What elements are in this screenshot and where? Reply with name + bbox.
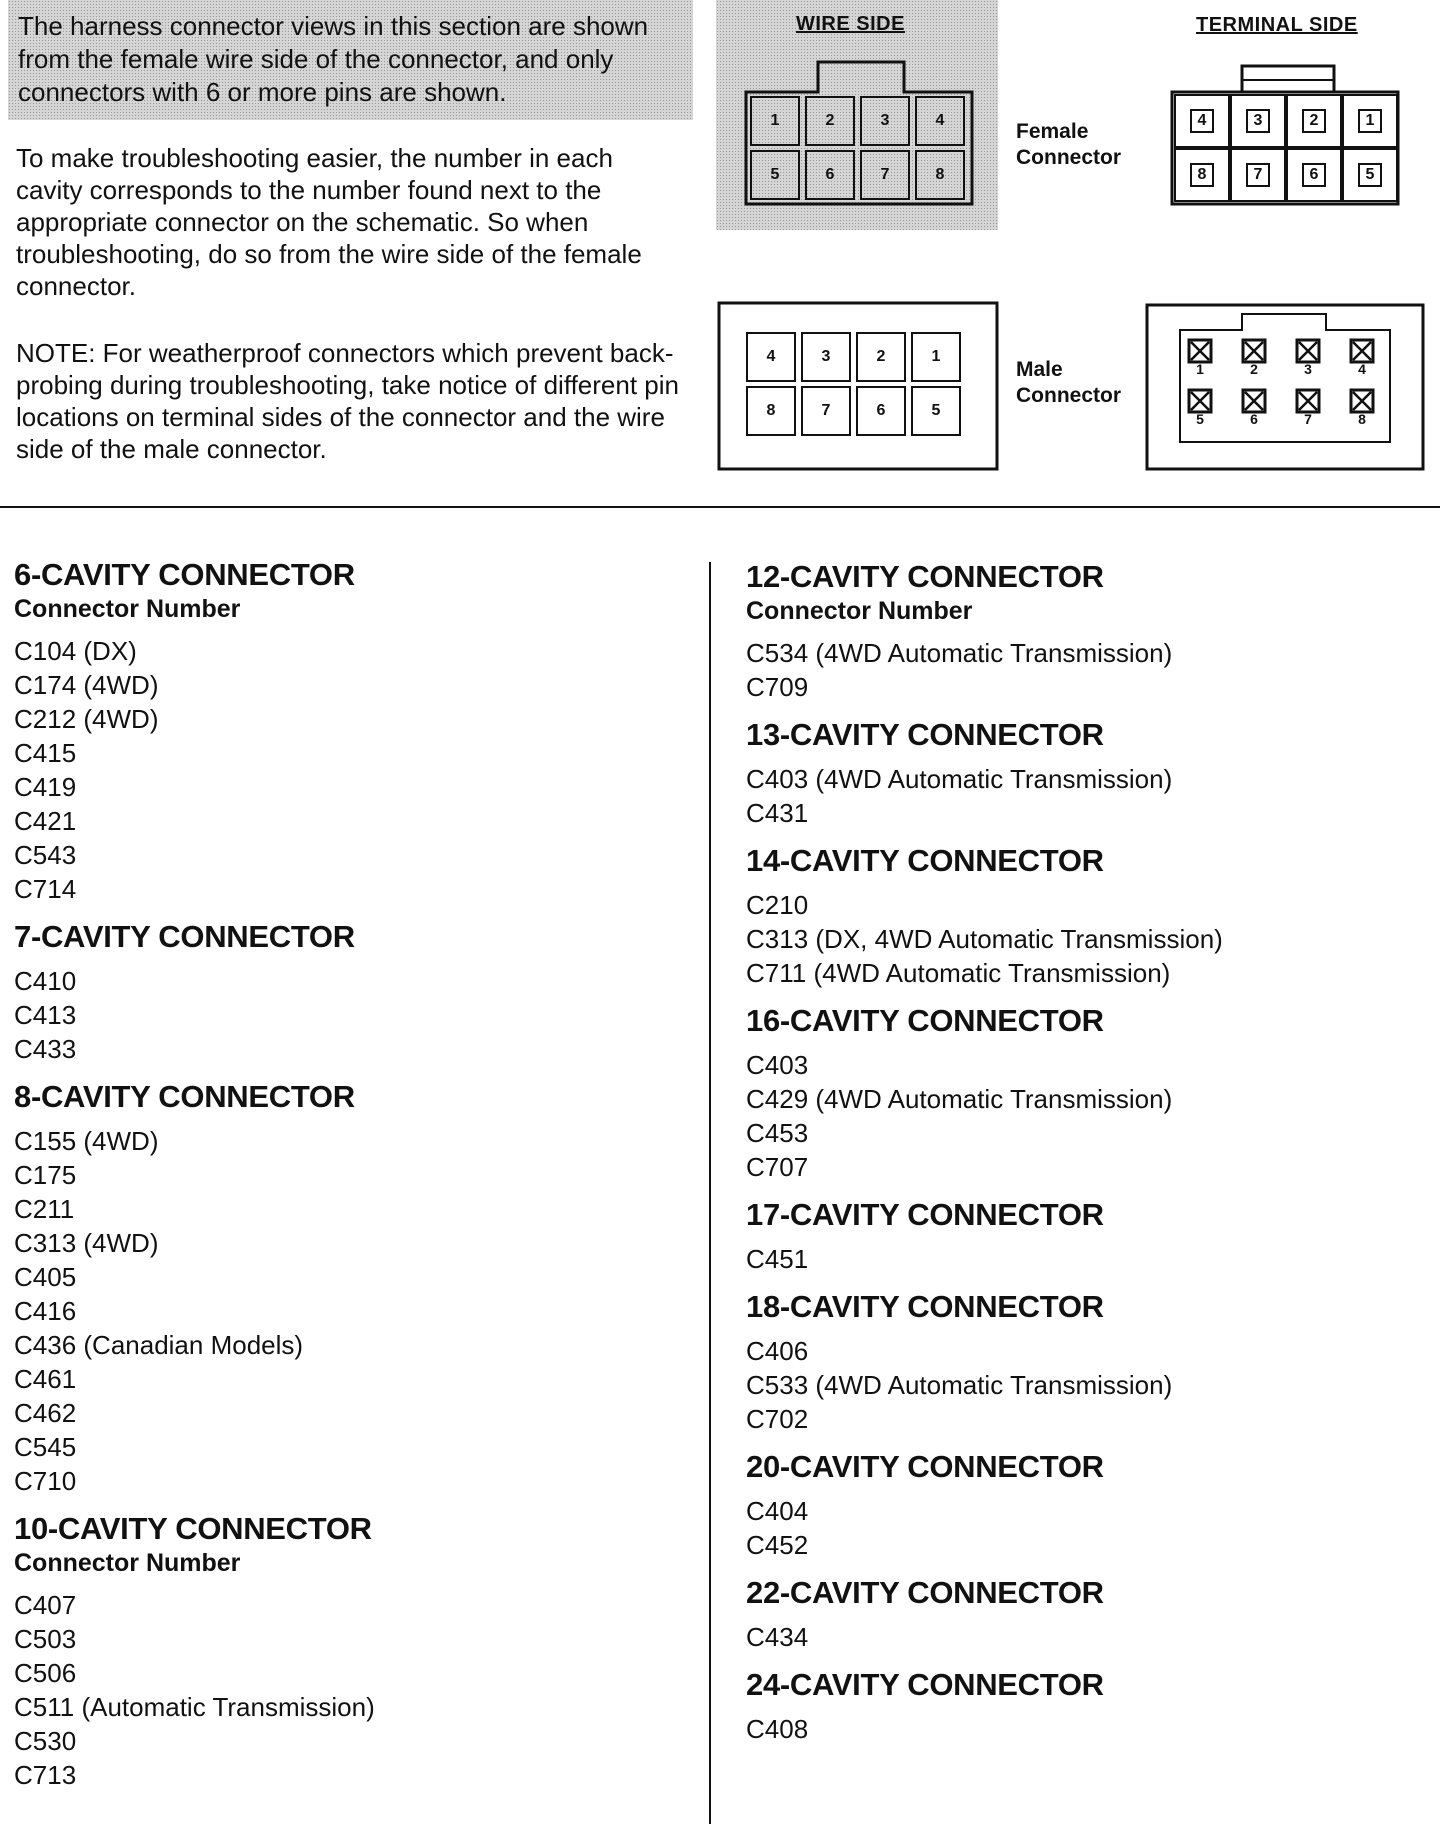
connector-section <box>14 556 694 906</box>
connector-section <box>746 842 1426 990</box>
male-wire-pin: 1 <box>911 332 961 382</box>
male-terminal-pin-number: 4 <box>1358 361 1366 377</box>
female-terminal-pin <box>1230 94 1286 148</box>
section-title: 13-CAVITY CONNECTOR <box>746 717 1104 752</box>
weatherproof-note: NOTE: For weatherproof connectors which prevent back-probing during troubleshooting, take notice of different pin locations on terminal sides of the connector and the wire side of the male connector. <box>16 338 679 464</box>
male-label-line-2: Connector <box>1016 384 1121 407</box>
section-title: 8-CAVITY CONNECTOR <box>14 1079 355 1114</box>
male-wire-pin: 2 <box>856 332 906 382</box>
section-title: 16-CAVITY CONNECTOR <box>746 1003 1104 1038</box>
connector-number: C451 <box>746 1244 809 1274</box>
male-terminal-pin <box>1240 388 1268 426</box>
male-terminal-pin <box>1186 388 1214 426</box>
section-title: 10-CAVITY CONNECTOR <box>14 1511 372 1546</box>
connector-number: C534 (4WD Automatic Transmission) <box>746 638 1173 668</box>
connector-number: C421 <box>14 806 77 836</box>
male-terminal-pin <box>1348 388 1376 426</box>
connector-number: C533 (4WD Automatic Transmission) <box>746 1370 1173 1400</box>
connector-number: C453 <box>746 1118 809 1148</box>
connector-number: C408 <box>746 1714 809 1744</box>
intro-paragraph: To make troubleshooting easier, the number in each cavity corresponds to the number found next to the appropriate connector on the schematic. So when troubleshooting, do so from the wire side of the female connector. <box>16 143 642 301</box>
female-wire-pin: 3 <box>860 96 910 146</box>
male-terminal-pin-number: 6 <box>1250 411 1258 427</box>
connector-number-subhead: Connector Number <box>746 597 973 625</box>
female-wire-pin: 4 <box>915 96 965 146</box>
connector-number: C104 (DX) <box>14 636 137 666</box>
connector-number: C313 (4WD) <box>14 1228 159 1258</box>
male-label-line-1: Male <box>1016 358 1063 381</box>
male-terminal-side-diagram <box>1144 302 1426 474</box>
section-title: 17-CAVITY CONNECTOR <box>746 1197 1104 1232</box>
female-terminal-pin-number: 2 <box>1302 109 1326 133</box>
connector-section <box>746 716 1426 830</box>
male-terminal-pin-number: 8 <box>1358 411 1366 427</box>
male-wire-pin: 6 <box>856 386 906 436</box>
male-terminal-pin-number: 5 <box>1196 411 1204 427</box>
male-terminal-pin <box>1294 338 1322 376</box>
female-terminal-pin-number: 4 <box>1190 109 1214 133</box>
connector-section <box>746 1196 1426 1276</box>
connector-number: C211 <box>14 1194 75 1224</box>
female-terminal-pin <box>1342 148 1398 202</box>
female-label-line-1: Female <box>1016 120 1089 143</box>
connector-number-subhead: Connector Number <box>14 595 241 623</box>
connector-number: C212 (4WD) <box>14 704 159 734</box>
connector-number: C403 <box>746 1050 809 1080</box>
column-divider <box>709 562 711 1824</box>
connector-number: C461 <box>14 1364 77 1394</box>
female-terminal-pin <box>1342 94 1398 148</box>
female-terminal-pin-number: 3 <box>1246 109 1270 133</box>
connector-number: C174 (4WD) <box>14 670 159 700</box>
female-terminal-pin-number: 7 <box>1246 163 1270 187</box>
connector-number: C713 <box>14 1760 77 1790</box>
male-wire-pin: 3 <box>801 332 851 382</box>
male-terminal-pin <box>1186 338 1214 376</box>
connector-number: C433 <box>14 1034 77 1064</box>
female-wire-pin: 8 <box>915 150 965 200</box>
female-terminal-pin <box>1174 148 1230 202</box>
connector-number: C702 <box>746 1404 809 1434</box>
female-wire-pin: 1 <box>750 96 800 146</box>
female-wire-pin: 7 <box>860 150 910 200</box>
connector-section <box>14 918 694 1066</box>
female-wire-pin: 5 <box>750 150 800 200</box>
connector-number: C415 <box>14 738 77 768</box>
connector-number: C406 <box>746 1336 809 1366</box>
section-title: 6-CAVITY CONNECTOR <box>14 557 355 592</box>
connector-number: C210 <box>746 890 809 920</box>
female-terminal-pin-number: 1 <box>1358 109 1382 133</box>
female-terminal-pin <box>1174 94 1230 148</box>
connector-number: C403 (4WD Automatic Transmission) <box>746 764 1173 794</box>
connector-number: C436 (Canadian Models) <box>14 1330 304 1360</box>
connector-number: C714 <box>14 874 77 904</box>
female-connector-label <box>1016 119 1121 171</box>
connector-number: C710 <box>14 1466 77 1496</box>
section-title: 12-CAVITY CONNECTOR <box>746 559 1104 594</box>
section-title: 18-CAVITY CONNECTOR <box>746 1289 1104 1324</box>
connector-number: C410 <box>14 966 77 996</box>
male-terminal-pin <box>1348 338 1376 376</box>
connector-number: C707 <box>746 1152 809 1182</box>
connector-number: C530 <box>14 1726 77 1756</box>
connector-section <box>746 1002 1426 1184</box>
female-terminal-pin <box>1230 148 1286 202</box>
right-column <box>746 558 1426 1758</box>
connector-number: C416 <box>14 1296 77 1326</box>
male-wire-pin: 7 <box>801 386 851 436</box>
connector-number: C431 <box>746 798 809 828</box>
connector-section <box>746 558 1426 704</box>
male-terminal-pin-number: 1 <box>1196 361 1204 377</box>
connector-number: C313 (DX, 4WD Automatic Transmission) <box>746 924 1223 954</box>
male-connector-label <box>1016 357 1121 409</box>
connector-section <box>14 1510 694 1792</box>
connector-section <box>746 1574 1426 1654</box>
connector-number-subhead: Connector Number <box>14 1549 241 1577</box>
connector-number: C452 <box>746 1530 809 1560</box>
terminal-side-label: TERMINAL SIDE <box>1196 14 1358 36</box>
section-title: 24-CAVITY CONNECTOR <box>746 1667 1104 1702</box>
connector-number: C711 (4WD Automatic Transmission) <box>746 958 1171 988</box>
male-wire-side-diagram <box>716 300 1000 472</box>
connector-number: C545 <box>14 1432 77 1462</box>
connector-number: C709 <box>746 672 809 702</box>
connector-number: C413 <box>14 1000 77 1030</box>
female-terminal-pin <box>1286 94 1342 148</box>
connector-number: C462 <box>14 1398 77 1428</box>
male-wire-pin: 8 <box>746 386 796 436</box>
female-terminal-pin-number: 8 <box>1190 163 1214 187</box>
male-terminal-pin-number: 2 <box>1250 361 1258 377</box>
female-label-line-2: Connector <box>1016 146 1121 169</box>
female-terminal-side-diagram <box>1160 0 1430 220</box>
section-title: 14-CAVITY CONNECTOR <box>746 843 1104 878</box>
connector-section <box>746 1288 1426 1436</box>
female-terminal-pin <box>1286 148 1342 202</box>
male-terminal-pin <box>1294 388 1322 426</box>
male-terminal-pin <box>1240 338 1268 376</box>
female-wire-pin: 2 <box>805 96 855 146</box>
connector-number: C404 <box>746 1496 809 1526</box>
connector-number: C155 (4WD) <box>14 1126 159 1156</box>
connector-section <box>14 1078 694 1498</box>
intro-section <box>0 0 1440 510</box>
left-column <box>14 556 694 1804</box>
male-wire-pin: 4 <box>746 332 796 382</box>
connector-number: C434 <box>746 1622 809 1652</box>
connector-number: C506 <box>14 1658 77 1688</box>
horizontal-divider <box>0 506 1440 508</box>
connector-section <box>746 1666 1426 1746</box>
connector-number: C543 <box>14 840 77 870</box>
female-wire-side-diagram <box>716 0 998 230</box>
connector-number: C175 <box>14 1160 77 1190</box>
connector-number: C405 <box>14 1262 77 1292</box>
male-wire-pin: 5 <box>911 386 961 436</box>
male-terminal-pin-number: 3 <box>1304 361 1312 377</box>
section-title: 7-CAVITY CONNECTOR <box>14 919 355 954</box>
connector-number: C407 <box>14 1590 77 1620</box>
connector-number: C511 (Automatic Transmission) <box>14 1692 375 1722</box>
section-title: 20-CAVITY CONNECTOR <box>746 1449 1104 1484</box>
connector-number: C503 <box>14 1624 77 1654</box>
wire-side-label: WIRE SIDE <box>796 13 905 35</box>
female-wire-pin: 6 <box>805 150 855 200</box>
section-title: 22-CAVITY CONNECTOR <box>746 1575 1104 1610</box>
female-terminal-pin-number: 6 <box>1302 163 1326 187</box>
male-terminal-pin-number: 7 <box>1304 411 1312 427</box>
gray-note: The harness connector views in this section are shown from the female wire side of the connector, and only connectors with 6 or more pins are shown. <box>8 0 693 120</box>
female-terminal-pin-number: 5 <box>1358 163 1382 187</box>
connector-section <box>746 1448 1426 1562</box>
connector-number: C429 (4WD Automatic Transmission) <box>746 1084 1173 1114</box>
connector-number: C419 <box>14 772 77 802</box>
